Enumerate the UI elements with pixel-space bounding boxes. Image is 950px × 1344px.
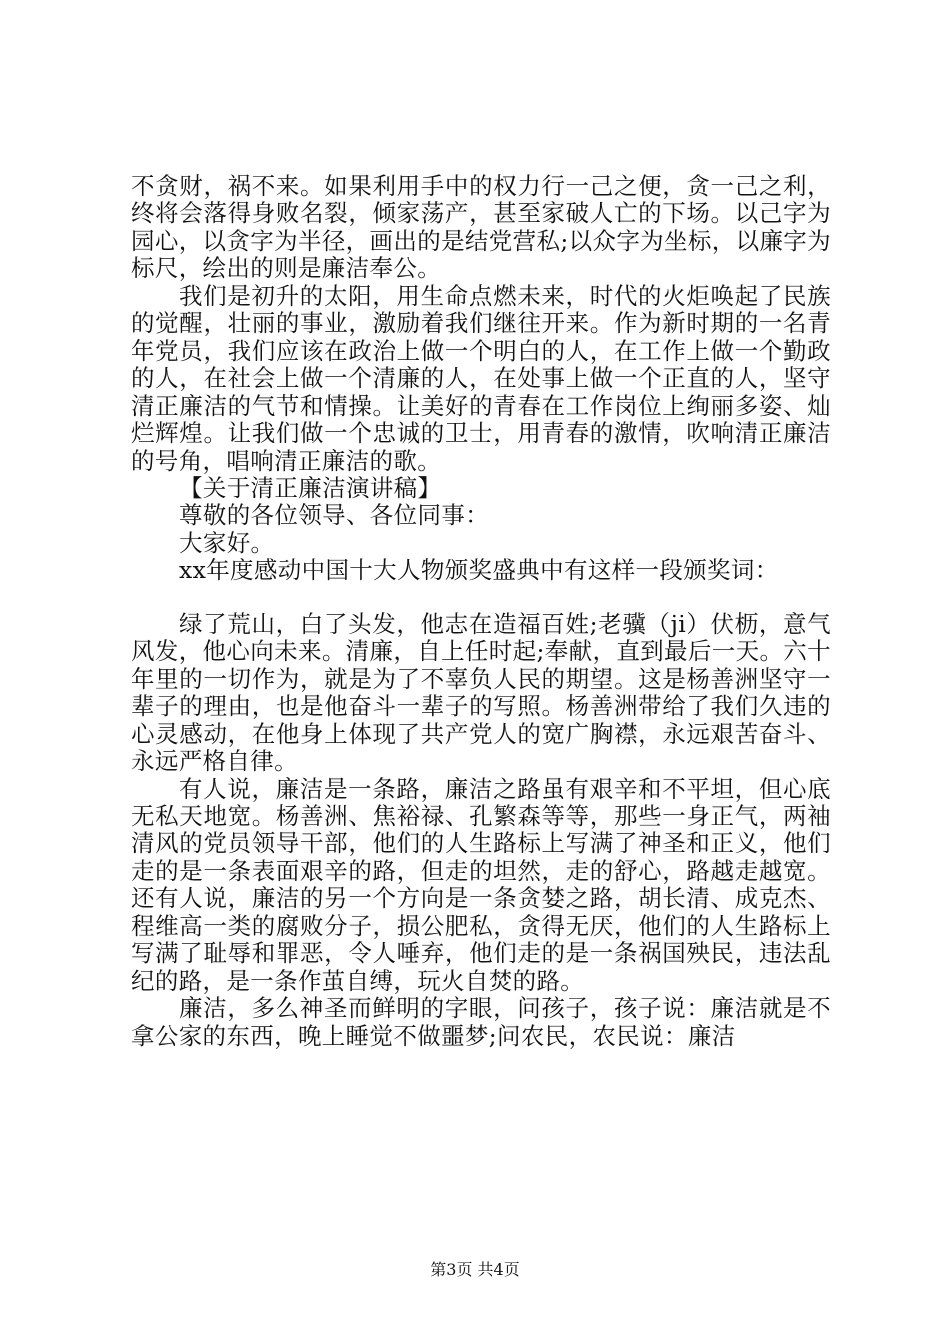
paragraph-award-citation: 绿了荒山，白了头发，他志在造福百姓;老骥（ji）伏枥，意气风发，他心向未来。清廉，自上任时起;奉献，直到最后一天。六十年里的一切作为，就是为了不辜负人民的期望。这是杨善洲坚守一辈子的理由，也是他奋斗一辈子的写照。杨善洲带给了我们久违的心灵感动，在他身上体现了共产党人的宽广胸襟，永远艰苦奋斗、永远严格自律。	[131, 609, 831, 776]
paragraph-two-roads: 有人说，廉洁是一条路，廉洁之路虽有艰辛和不平坦，但心底无私天地宽。杨善洲、焦裕禄、孔繁森等等，那些一身正气，两袖清风的党员领导干部，他们的人生路标上写满了神圣和正义，他们走的是一条表面艰辛的路，但走的坦然，走的舒心，路越走越宽。还有人说，廉洁的另一个方向是一条贪婪之路，胡长清、成克杰、程维高一类的腐败分子，损公肥私，贪得无厌，他们的人生路标上写满了耻辱和罪恶，令人唾弃，他们走的是一条祸国殃民，违法乱纪的路，是一条作茧自缚，玩火自焚的路。	[131, 774, 831, 995]
blank-line	[131, 585, 831, 611]
paragraph-1: 不贪财，祸不来。如果利用手中的权力行一己之便，贪一己之利，终将会落得身败名裂，倾家荡产，甚至家破人亡的下场。以己字为园心，以贪字为半径，画出的是结党营私;以众字为坐标，以廉字为标尺，绘出的则是廉洁奉公。	[131, 172, 831, 283]
paragraph-2: 我们是初升的太阳，用生命点燃未来，时代的火炬唤起了民族的觉醒，壮丽的事业，激励着我们继往开来。作为新时期的一名青年党员，我们应该在政治上做一个明白的人，在工作上做一个勤政的人，在社会上做一个清廉的人，在处事上做一个正直的人，坚守清正廉洁的气节和情操。让美好的青春在工作岗位上绚丽多姿、灿烂辉煌。让我们做一个忠诚的卫士，用青春的激情，吹响清正廉洁的号角，唱响清正廉洁的歌。	[131, 281, 831, 475]
salutation: 尊敬的各位领导、各位同事：	[179, 501, 490, 530]
award-intro: xx年度感动中国十大人物颁奖盛典中有这样一段颁奖词：	[179, 556, 779, 585]
document-body	[131, 173, 831, 1050]
paragraph-definition: 廉洁，多么神圣而鲜明的字眼，问孩子，孩子说：廉洁就是不拿公家的东西，晚上睡觉不做噩梦;问农民，农民说：廉洁	[131, 994, 831, 1050]
greeting: 大家好。	[179, 528, 275, 557]
page-footer: 第3页 共4页	[430, 1260, 520, 1279]
section-heading: 【关于清正廉洁演讲稿】	[179, 473, 442, 502]
